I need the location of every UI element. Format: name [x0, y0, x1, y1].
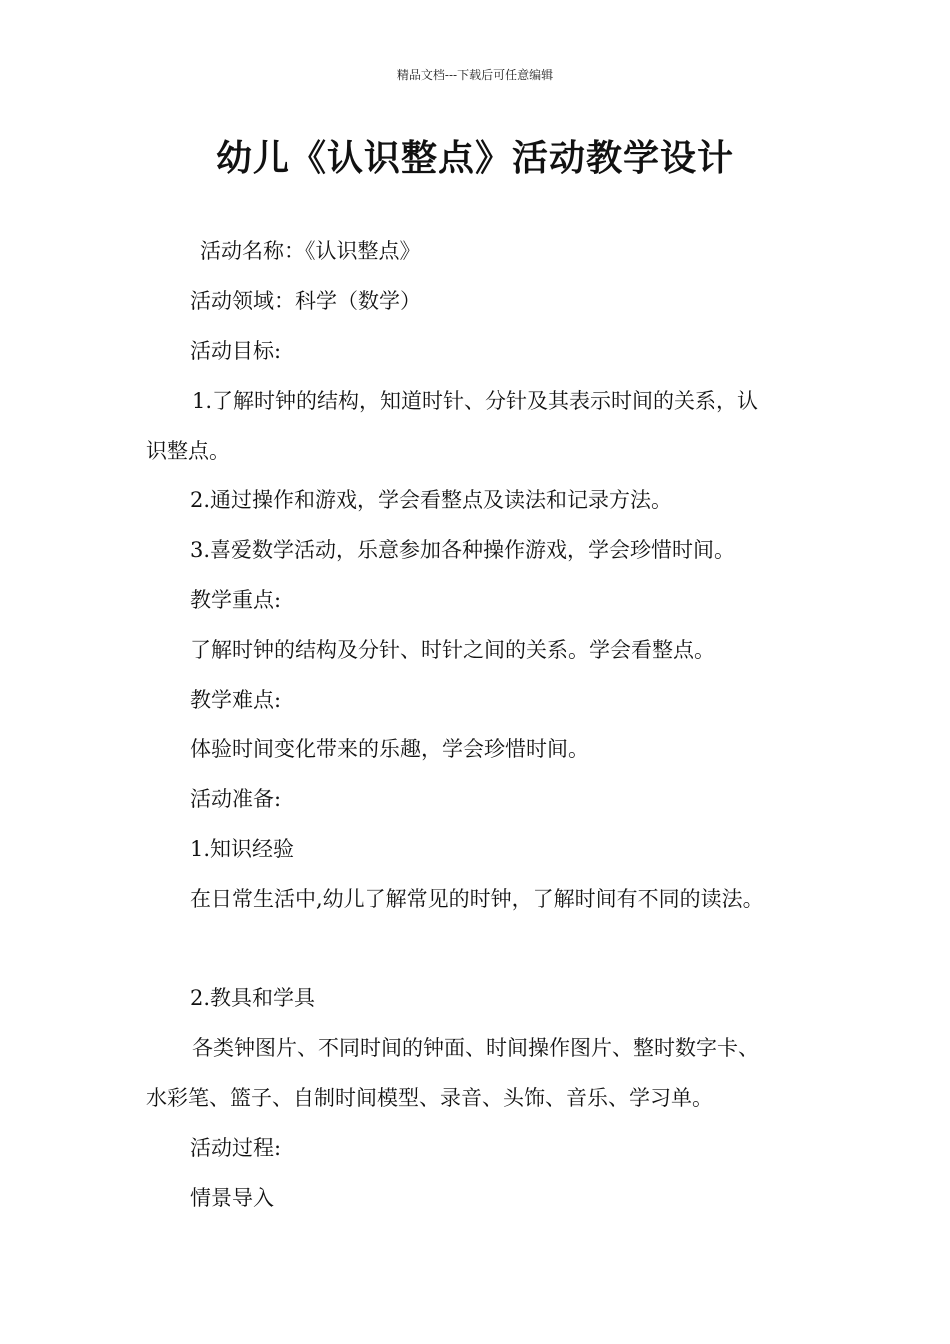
preparation-2-text: 各类钟图片、不同时间的钟面、时间操作图片、整时数字卡、: [192, 1036, 759, 1060]
teaching-focus-text: 了解时钟的结构及分针、时针之间的关系。学会看整点。: [190, 638, 715, 662]
preparation-1-text: 在日常生活中,幼儿了解常见的时钟，了解时间有不同的读法。: [190, 887, 764, 911]
preparation-1-heading: 1.知识经验: [190, 837, 295, 861]
preparation-2-continuation: 水彩笔、篮子、自制时间模型、录音、头饰、音乐、学习单。: [146, 1086, 713, 1110]
activity-name-line: 活动名称：《认识整点》: [200, 239, 421, 263]
teaching-focus-heading: 教学重点:: [190, 588, 282, 612]
goal-3-line: 3.喜爱数学活动，乐意参加各种操作游戏，学会珍惜时间。: [190, 538, 736, 562]
preparation-2-heading: 2.教具和学具: [190, 986, 316, 1010]
teaching-difficulty-text: 体验时间变化带来的乐趣，学会珍惜时间。: [190, 737, 589, 761]
activity-domain-line: 活动领域：科学（数学）: [190, 289, 421, 313]
activity-preparation-heading: 活动准备:: [190, 787, 282, 811]
teaching-difficulty-heading: 教学难点:: [190, 688, 282, 712]
goal-2-line: 2.通过操作和游戏，学会看整点及读法和记录方法。: [190, 488, 673, 512]
document-title: 幼儿《认识整点》活动教学设计: [215, 138, 734, 179]
activity-goals-heading: 活动目标:: [190, 339, 282, 363]
scene-introduction-heading: 情景导入: [190, 1186, 274, 1210]
activity-process-heading: 活动过程:: [190, 1136, 282, 1160]
goal-1-continuation: 识整点。: [146, 439, 230, 463]
page-header: 精品文档---下载后可任意编辑: [396, 68, 554, 82]
goal-1-line: 1.了解时钟的结构，知道时针、分针及其表示时间的关系，认: [192, 389, 759, 413]
